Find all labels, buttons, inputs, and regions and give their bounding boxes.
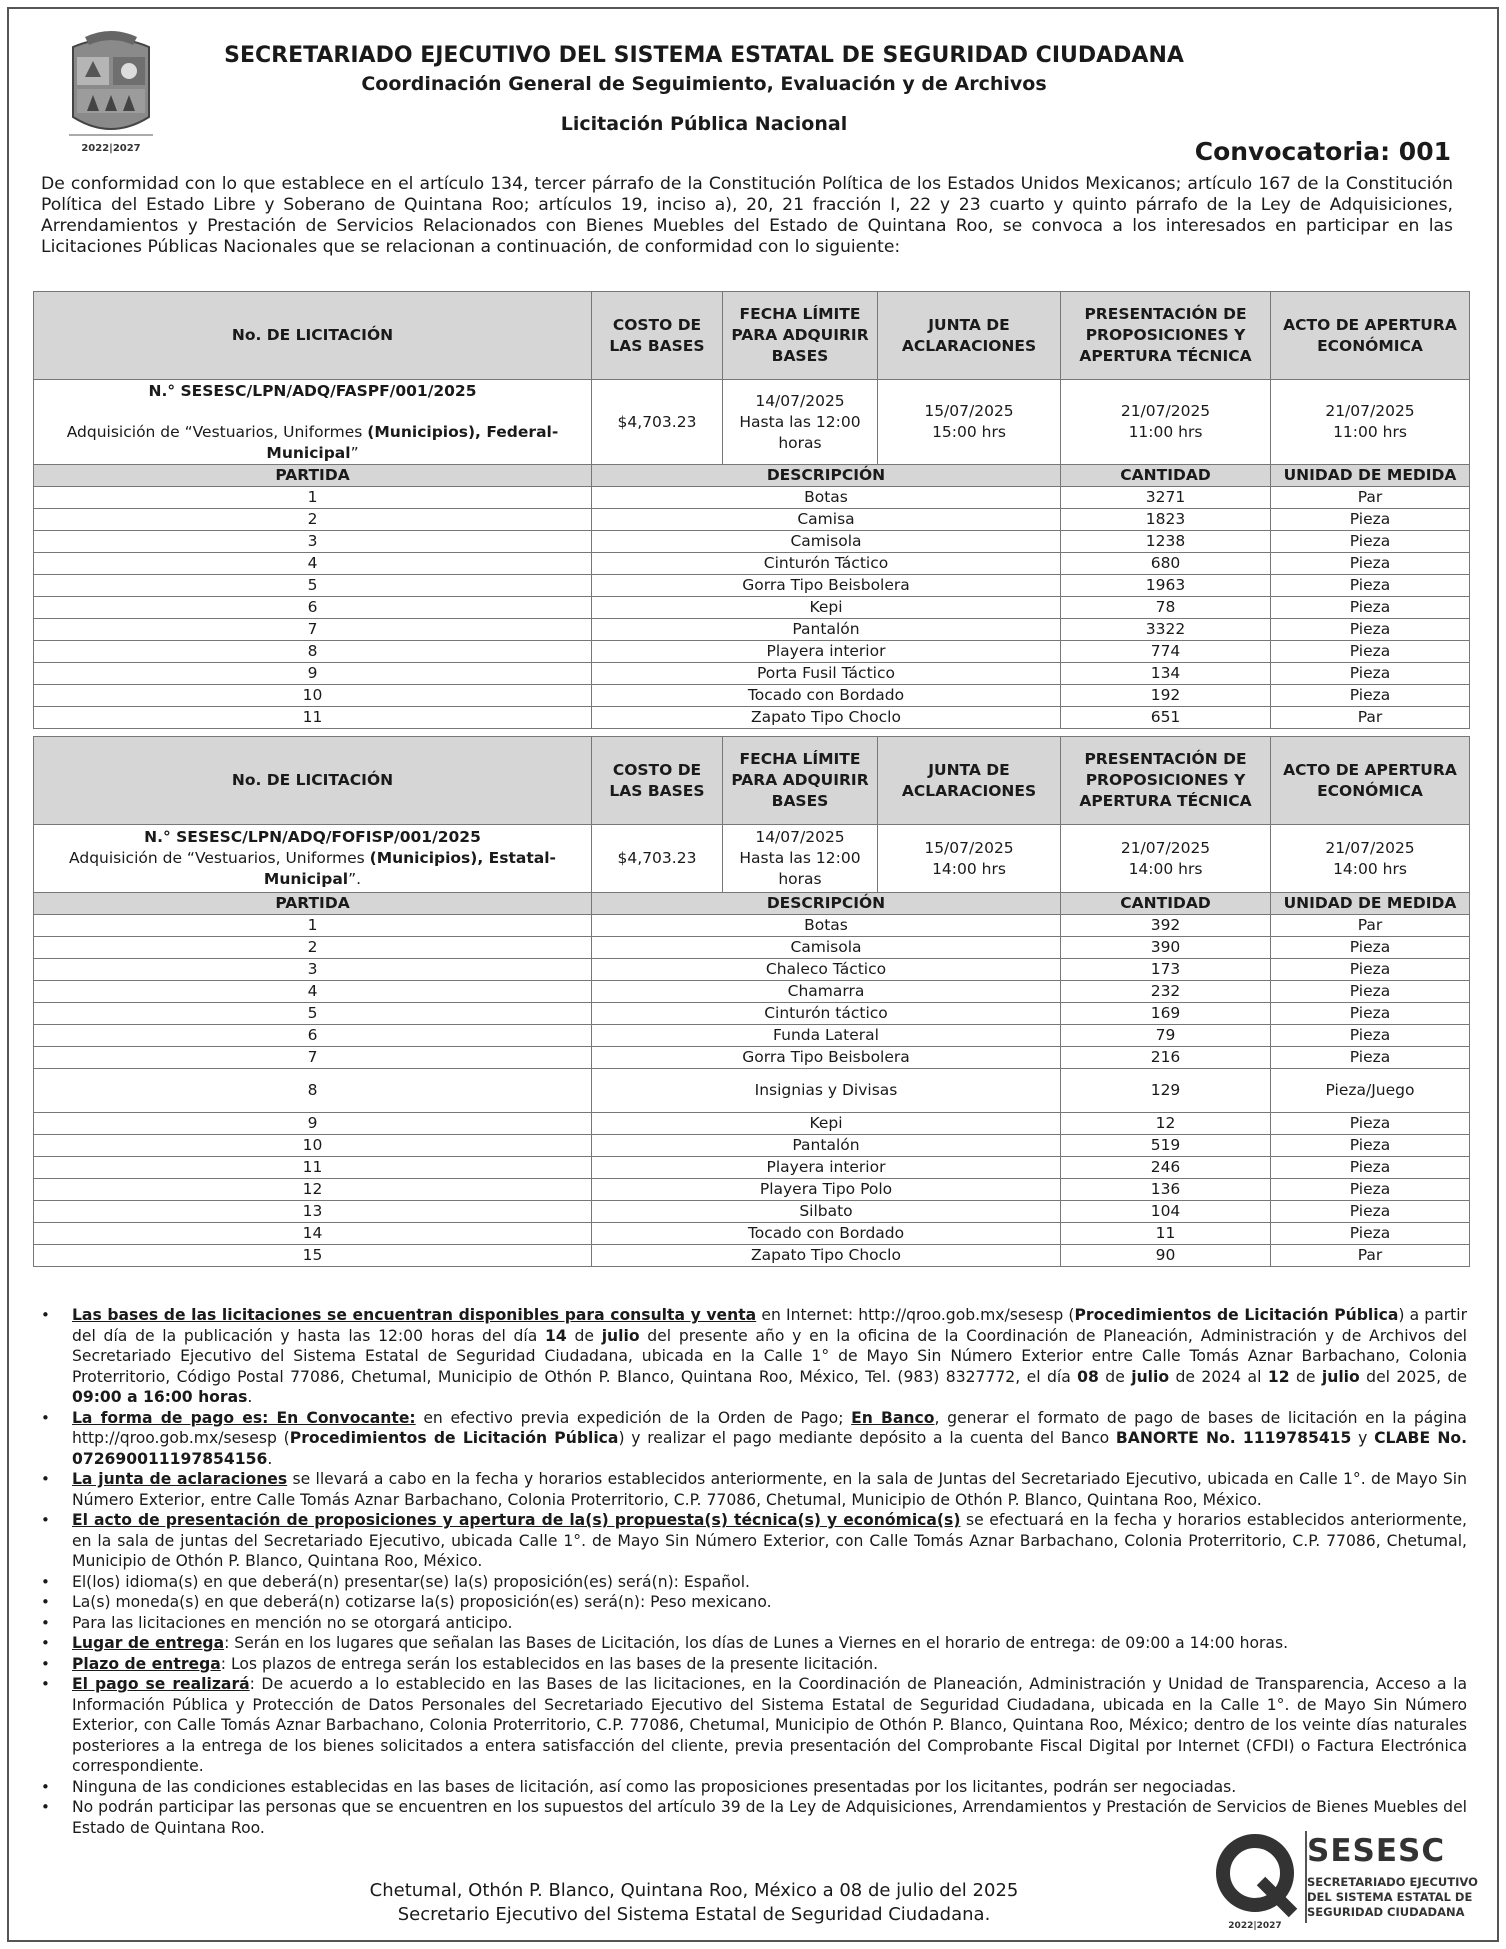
table-row <box>34 575 1470 597</box>
col-unidad: UNIDAD DE MEDIDA <box>1271 465 1470 487</box>
col-cantidad: CANTIDAD <box>1061 893 1271 915</box>
cantidad-cell: 774 <box>1061 641 1271 663</box>
partida-cell: 10 <box>34 685 592 707</box>
descripcion-cell: Porta Fusil Táctico <box>592 663 1061 685</box>
page-subtitle: Coordinación General de Seguimiento, Evaluación y de Archivos <box>361 73 1047 95</box>
crest-years: 2022|2027 <box>81 143 141 154</box>
condition-item: • La(s) moneda(s) en que deberá(n) cotizarse la(s) proposición(es) será(n): Peso mexicano. <box>39 1592 1467 1613</box>
table-row <box>34 619 1470 641</box>
descripcion-cell: Tocado con Bordado <box>592 1223 1061 1245</box>
licitacion-heading: Licitación Pública Nacional <box>560 113 848 135</box>
cantidad-cell: 104 <box>1061 1201 1271 1223</box>
cantidad-cell: 11 <box>1061 1223 1271 1245</box>
unidad-cell: Pieza <box>1271 1003 1470 1025</box>
cantidad-cell: 1963 <box>1061 575 1271 597</box>
col-partida: PARTIDA <box>34 893 592 915</box>
table-row <box>34 487 1470 509</box>
partida-cell: 15 <box>34 1245 592 1267</box>
condition-item: • Para las licitaciones en mención no se otorgará anticipo. <box>39 1613 1467 1634</box>
col-descripcion: DESCRIPCIÓN <box>592 465 1061 487</box>
descripcion-cell: Chaleco Táctico <box>592 959 1061 981</box>
unidad-cell: Pieza <box>1271 1157 1470 1179</box>
condition-item: • Plazo de entrega: Los plazos de entrega serán los establecidos en las bases de la presente licitación. <box>39 1654 1467 1675</box>
partida-cell: 12 <box>34 1179 592 1201</box>
table-row <box>34 531 1470 553</box>
col-presentacion: PRESENTACIÓN DE PROPOSICIONES Y APERTURA TÉCNICA <box>1061 737 1271 825</box>
partida-cell: 4 <box>34 981 592 1003</box>
licitacion-number: N.° SESESC/LPN/ADQ/FASPF/001/2025 <box>148 381 477 400</box>
licitacion-table-2 <box>33 736 1470 1267</box>
descripcion-cell: Pantalón <box>592 1135 1061 1157</box>
header <box>9 9 1501 179</box>
condition-item: • Lugar de entrega: Serán en los lugares que señalan las Bases de Licitación, los días de Lunes a Viernes en el horario de entrega: de 09:00 a 14:00 horas. <box>39 1633 1467 1654</box>
descripcion-cell: Botas <box>592 915 1061 937</box>
table-row <box>34 1201 1470 1223</box>
logo-line-1: SECRETARIADO EJECUTIVO <box>1307 1875 1478 1889</box>
cantidad-cell: 78 <box>1061 597 1271 619</box>
descripcion-cell: Kepi <box>592 597 1061 619</box>
descripcion-cell: Funda Lateral <box>592 1025 1061 1047</box>
cantidad-cell: 169 <box>1061 1003 1271 1025</box>
unidad-cell: Pieza <box>1271 1223 1470 1245</box>
descripcion-cell: Cinturón Táctico <box>592 553 1061 575</box>
unidad-cell: Par <box>1271 707 1470 729</box>
partida-cell: 3 <box>34 531 592 553</box>
table-row <box>34 641 1470 663</box>
partida-cell: 11 <box>34 1157 592 1179</box>
convocatoria-number: Convocatoria: 001 <box>1194 137 1451 166</box>
condition-item: • El pago se realizará: De acuerdo a lo establecido en las Bases de las licitaciones, en la Coordinación de Planeación, Administración y Unidad de Transparencia, Acceso a la Información Pública y Protección de Datos Personales del Secretariado Ejecutivo del Sistema Estatal de Seguridad Ciudadana, ubicada en la Calle 1°. de Mayo Sin Número Exterior, con Calle Tomás Aznar Barbachano, Colonia Proterritorio, C.P. 77086, Chetumal, Municipio de Othón P. Blanco, Quintana Roo, México; dentro de los veinte días naturales posteriores a la entrega de los bienes solicitados a entera satisfacción del cliente, previa presentación del Comprobante Fiscal Digital por Internet (CFDI) o Factura Electrónica correspondiente. <box>39 1674 1467 1777</box>
condition-item: • La forma de pago es: En Convocante: en efectivo previa expedición de la Orden de Pago; En Banco, generar el formato de pago de bases de licitación en la página http://qroo.gob.mx/sesesp (Procedimientos de Licitación Pública) y realizar el pago mediante depósito a la cuenta del Banco BANORTE No. 1119785415 y CLABE No. 072690011197854156. <box>39 1408 1467 1470</box>
table-row <box>34 1047 1470 1069</box>
unidad-cell: Pieza <box>1271 1047 1470 1069</box>
table-row <box>34 1113 1470 1135</box>
unidad-cell: Pieza <box>1271 1135 1470 1157</box>
unidad-cell: Pieza <box>1271 1113 1470 1135</box>
table-row <box>34 553 1470 575</box>
unidad-cell: Par <box>1271 487 1470 509</box>
descripcion-cell: Playera interior <box>592 641 1061 663</box>
partida-cell: 2 <box>34 509 592 531</box>
table-row <box>34 1003 1470 1025</box>
descripcion-cell: Camisola <box>592 531 1061 553</box>
licitacion-id-cell <box>34 825 592 893</box>
licitacion-id-cell <box>34 380 592 465</box>
col-apertura: ACTO DE APERTURA ECONÓMICA <box>1271 292 1470 380</box>
apertura-economica: 21/07/2025 11:00 hrs <box>1271 380 1470 465</box>
licitacion-number: N.° SESESC/LPN/ADQ/FOFISP/001/2025 <box>144 828 481 846</box>
unidad-cell: Pieza <box>1271 1179 1470 1201</box>
cantidad-cell: 3322 <box>1061 619 1271 641</box>
cantidad-cell: 390 <box>1061 937 1271 959</box>
table-row <box>34 937 1470 959</box>
unidad-cell: Pieza <box>1271 553 1470 575</box>
cantidad-cell: 12 <box>1061 1113 1271 1135</box>
descripcion-cell: Zapato Tipo Choclo <box>592 707 1061 729</box>
partida-cell: 3 <box>34 959 592 981</box>
partida-cell: 2 <box>34 937 592 959</box>
unidad-cell: Par <box>1271 915 1470 937</box>
col-fecha-limite: FECHA LÍMITE PARA ADQUIRIR BASES <box>723 737 878 825</box>
col-descripcion: DESCRIPCIÓN <box>592 893 1061 915</box>
unidad-cell: Pieza <box>1271 619 1470 641</box>
licitacion-description: Adquisición de “Vestuarios, Uniformes (Municipios), Estatal-Municipal”. <box>69 849 556 888</box>
unidad-cell: Pieza/Juego <box>1271 1069 1470 1113</box>
junta-aclaraciones: 15/07/2025 15:00 hrs <box>878 380 1061 465</box>
junta-aclaraciones: 15/07/2025 14:00 hrs <box>878 825 1061 893</box>
sesesc-q-logo-icon <box>1209 1831 1301 1931</box>
descripcion-cell: Cinturón táctico <box>592 1003 1061 1025</box>
descripcion-cell: Playera Tipo Polo <box>592 1179 1061 1201</box>
table-row <box>34 981 1470 1003</box>
partida-cell: 5 <box>34 575 592 597</box>
table-row <box>34 959 1470 981</box>
cantidad-cell: 1238 <box>1061 531 1271 553</box>
descripcion-cell: Chamarra <box>592 981 1061 1003</box>
descripcion-cell: Pantalón <box>592 619 1061 641</box>
partida-cell: 7 <box>34 1047 592 1069</box>
cantidad-cell: 136 <box>1061 1179 1271 1201</box>
cantidad-cell: 246 <box>1061 1157 1271 1179</box>
unidad-cell: Pieza <box>1271 509 1470 531</box>
descripcion-cell: Camisa <box>592 509 1061 531</box>
col-junta: JUNTA DE ACLARACIONES <box>878 737 1061 825</box>
unidad-cell: Pieza <box>1271 575 1470 597</box>
descripcion-cell: Zapato Tipo Choclo <box>592 1245 1061 1267</box>
partida-cell: 9 <box>34 663 592 685</box>
partida-cell: 7 <box>34 619 592 641</box>
partida-cell: 1 <box>34 487 592 509</box>
cantidad-cell: 3271 <box>1061 487 1271 509</box>
table-row <box>34 1157 1470 1179</box>
cantidad-cell: 232 <box>1061 981 1271 1003</box>
cantidad-cell: 651 <box>1061 707 1271 729</box>
licitacion-table-1 <box>33 291 1470 729</box>
cantidad-cell: 129 <box>1061 1069 1271 1113</box>
cantidad-cell: 392 <box>1061 915 1271 937</box>
table-row <box>34 1245 1470 1267</box>
descripcion-cell: Gorra Tipo Beisbolera <box>592 575 1061 597</box>
descripcion-cell: Botas <box>592 487 1061 509</box>
condition-item: • La junta de aclaraciones se llevará a cabo en la fecha y horarios establecidos anteriormente, en la sala de Juntas del Secretariado Ejecutivo, ubicada en Calle 1°. de Mayo Sin Número Exterior, entre Calle Tomás Aznar Barbachano, Colonia Proterritorio, C.P. 77086, Chetumal, Municipio de Othón P. Blanco, Quintana Roo, México. <box>39 1469 1467 1510</box>
unidad-cell: Pieza <box>1271 663 1470 685</box>
fecha-limite: 14/07/2025 Hasta las 12:00 horas <box>723 825 878 893</box>
table-row <box>34 915 1470 937</box>
table-row <box>34 597 1470 619</box>
footer-place-date: Chetumal, Othón P. Blanco, Quintana Roo, México a 08 de julio del 2025 <box>369 1880 1019 1901</box>
footer-signature <box>289 1879 1099 1927</box>
partida-cell: 9 <box>34 1113 592 1135</box>
descripcion-cell: Gorra Tipo Beisbolera <box>592 1047 1061 1069</box>
unidad-cell: Pieza <box>1271 685 1470 707</box>
unidad-cell: Pieza <box>1271 531 1470 553</box>
table-row <box>34 1025 1470 1047</box>
table-row <box>34 509 1470 531</box>
col-junta: JUNTA DE ACLARACIONES <box>878 292 1061 380</box>
table-row <box>34 707 1470 729</box>
col-no-licitacion: No. DE LICITACIÓN <box>34 737 592 825</box>
partida-cell: 10 <box>34 1135 592 1157</box>
col-fecha-limite: FECHA LÍMITE PARA ADQUIRIR BASES <box>723 292 878 380</box>
unidad-cell: Pieza <box>1271 1025 1470 1047</box>
cantidad-cell: 1823 <box>1061 509 1271 531</box>
table-row <box>34 685 1470 707</box>
col-costo: COSTO DE LAS BASES <box>592 292 723 380</box>
unidad-cell: Pieza <box>1271 1201 1470 1223</box>
col-presentacion: PRESENTACIÓN DE PROPOSICIONES Y APERTURA TÉCNICA <box>1061 292 1271 380</box>
col-apertura: ACTO DE APERTURA ECONÓMICA <box>1271 737 1470 825</box>
table-row <box>34 1069 1470 1113</box>
page-title: SECRETARIADO EJECUTIVO DEL SISTEMA ESTATAL DE SEGURIDAD CIUDADANA <box>224 43 1184 68</box>
cantidad-cell: 173 <box>1061 959 1271 981</box>
partida-cell: 13 <box>34 1201 592 1223</box>
cantidad-cell: 90 <box>1061 1245 1271 1267</box>
presentacion-proposiciones: 21/07/2025 11:00 hrs <box>1061 380 1271 465</box>
partida-cell: 6 <box>34 597 592 619</box>
intro-paragraph: De conformidad con lo que establece en el artículo 134, tercer párrafo de la Constitución Política de los Estados Unidos Mexicanos; artículo 167 de la Constitución Política del Estado Libre y Soberano de Quintana Roo; artículos 19, inciso a), 20, 21 fracción I, 22 y 23 cuarto y quinto párrafo de la Ley de Adquisiciones, Arrendamientos y Prestación de Servicios Relacionados con Bienes Muebles del Estado de Quintana Roo, se convoca a los interesados en participar en las Licitaciones Públicas Nacionales que se relacionan a continuación, de conformidad con lo siguiente: <box>41 174 1453 257</box>
descripcion-cell: Kepi <box>592 1113 1061 1135</box>
descripcion-cell: Insignias y Divisas <box>592 1069 1061 1113</box>
partida-cell: 8 <box>34 641 592 663</box>
table-row <box>34 663 1470 685</box>
presentacion-proposiciones: 21/07/2025 14:00 hrs <box>1061 825 1271 893</box>
partida-cell: 1 <box>34 915 592 937</box>
licitacion-description: Adquisición de “Vestuarios, Uniformes (Municipios), Federal-Municipal” <box>66 422 559 462</box>
table-row <box>34 1223 1470 1245</box>
document-page <box>7 7 1499 1942</box>
logo-years: 2022|2027 <box>1228 1921 1282 1931</box>
footer-signer: Secretario Ejecutivo del Sistema Estatal de Seguridad Ciudadana. <box>397 1904 991 1925</box>
condition-item: • El acto de presentación de proposiciones y apertura de la(s) propuesta(s) técnica(s) y económica(s) se efectuará en la fecha y horarios establecidos anteriormente, en la sala de juntas del Secretariado Ejecutivo, ubicada Calle 1°. de Mayo Sin Número Exterior, con Calle Tomás Aznar Barbachano, Colonia Proterritorio, C.P. 77086, Chetumal, Municipio de Othón P. Blanco, Quintana Roo, México. <box>39 1510 1467 1572</box>
condition-item: • Las bases de las licitaciones se encuentran disponibles para consulta y venta en Internet: http://qroo.gob.mx/sesesp (Procedimientos de Licitación Pública) a partir del día de la publicación y hasta las 12:00 horas del día 14 de julio del presente año y en la oficina de la Coordinación de Planeación, Administración y de Archivos del Secretariado Ejecutivo del Sistema Estatal de Seguridad Ciudadana, ubicada en la Calle 1° de Mayo Sin Número Exterior entre Calle Tomás Aznar Barbachano, Colonia Proterritorio, Código Postal 77086, Chetumal, Municipio de Othón P. Blanco, Quintana Roo, México, Tel. (983) 8327772, el día 08 de julio de 2024 al 12 de julio del 2025, de 09:00 a 16:00 horas. <box>39 1305 1467 1408</box>
sesesc-logo <box>1209 1831 1489 1931</box>
partida-cell: 5 <box>34 1003 592 1025</box>
col-no-licitacion: No. DE LICITACIÓN <box>34 292 592 380</box>
descripcion-cell: Playera interior <box>592 1157 1061 1179</box>
col-costo: COSTO DE LAS BASES <box>592 737 723 825</box>
apertura-economica: 21/07/2025 14:00 hrs <box>1271 825 1470 893</box>
col-unidad: UNIDAD DE MEDIDA <box>1271 893 1470 915</box>
cantidad-cell: 519 <box>1061 1135 1271 1157</box>
unidad-cell: Pieza <box>1271 937 1470 959</box>
unidad-cell: Pieza <box>1271 981 1470 1003</box>
table-row <box>34 1179 1470 1201</box>
cantidad-cell: 134 <box>1061 663 1271 685</box>
partida-cell: 8 <box>34 1069 592 1113</box>
conditions-list <box>39 1305 1467 1838</box>
condition-item: • No podrán participar las personas que se encuentren en los supuestos del artículo 39 de la Ley de Adquisiciones, Arrendamientos y Prestación de Servicios de Bienes Muebles del Estado de Quintana Roo. <box>39 1797 1467 1838</box>
cantidad-cell: 79 <box>1061 1025 1271 1047</box>
unidad-cell: Pieza <box>1271 959 1470 981</box>
descripcion-cell: Silbato <box>592 1201 1061 1223</box>
partida-cell: 11 <box>34 707 592 729</box>
descripcion-cell: Tocado con Bordado <box>592 685 1061 707</box>
condition-item: • Ninguna de las condiciones establecidas en las bases de licitación, así como las proposiciones presentadas por los licitantes, podrán ser negociadas. <box>39 1777 1467 1798</box>
unidad-cell: Pieza <box>1271 641 1470 663</box>
partida-cell: 6 <box>34 1025 592 1047</box>
state-crest-icon <box>65 29 157 159</box>
col-partida: PARTIDA <box>34 465 592 487</box>
descripcion-cell: Camisola <box>592 937 1061 959</box>
logo-name: SESESC <box>1307 1833 1446 1869</box>
partida-cell: 14 <box>34 1223 592 1245</box>
table-row <box>34 1135 1470 1157</box>
cantidad-cell: 680 <box>1061 553 1271 575</box>
costo-bases: $4,703.23 <box>592 825 723 893</box>
unidad-cell: Par <box>1271 1245 1470 1267</box>
cantidad-cell: 216 <box>1061 1047 1271 1069</box>
logo-line-3: SEGURIDAD CIUDADANA <box>1307 1905 1465 1919</box>
cantidad-cell: 192 <box>1061 685 1271 707</box>
costo-bases: $4,703.23 <box>592 380 723 465</box>
condition-item: • El(los) idioma(s) en que deberá(n) presentar(se) la(s) proposición(es) será(n): Español. <box>39 1572 1467 1593</box>
logo-line-2: DEL SISTEMA ESTATAL DE <box>1307 1890 1473 1904</box>
fecha-limite: 14/07/2025 Hasta las 12:00 horas <box>723 380 878 465</box>
partida-cell: 4 <box>34 553 592 575</box>
col-cantidad: CANTIDAD <box>1061 465 1271 487</box>
unidad-cell: Pieza <box>1271 597 1470 619</box>
